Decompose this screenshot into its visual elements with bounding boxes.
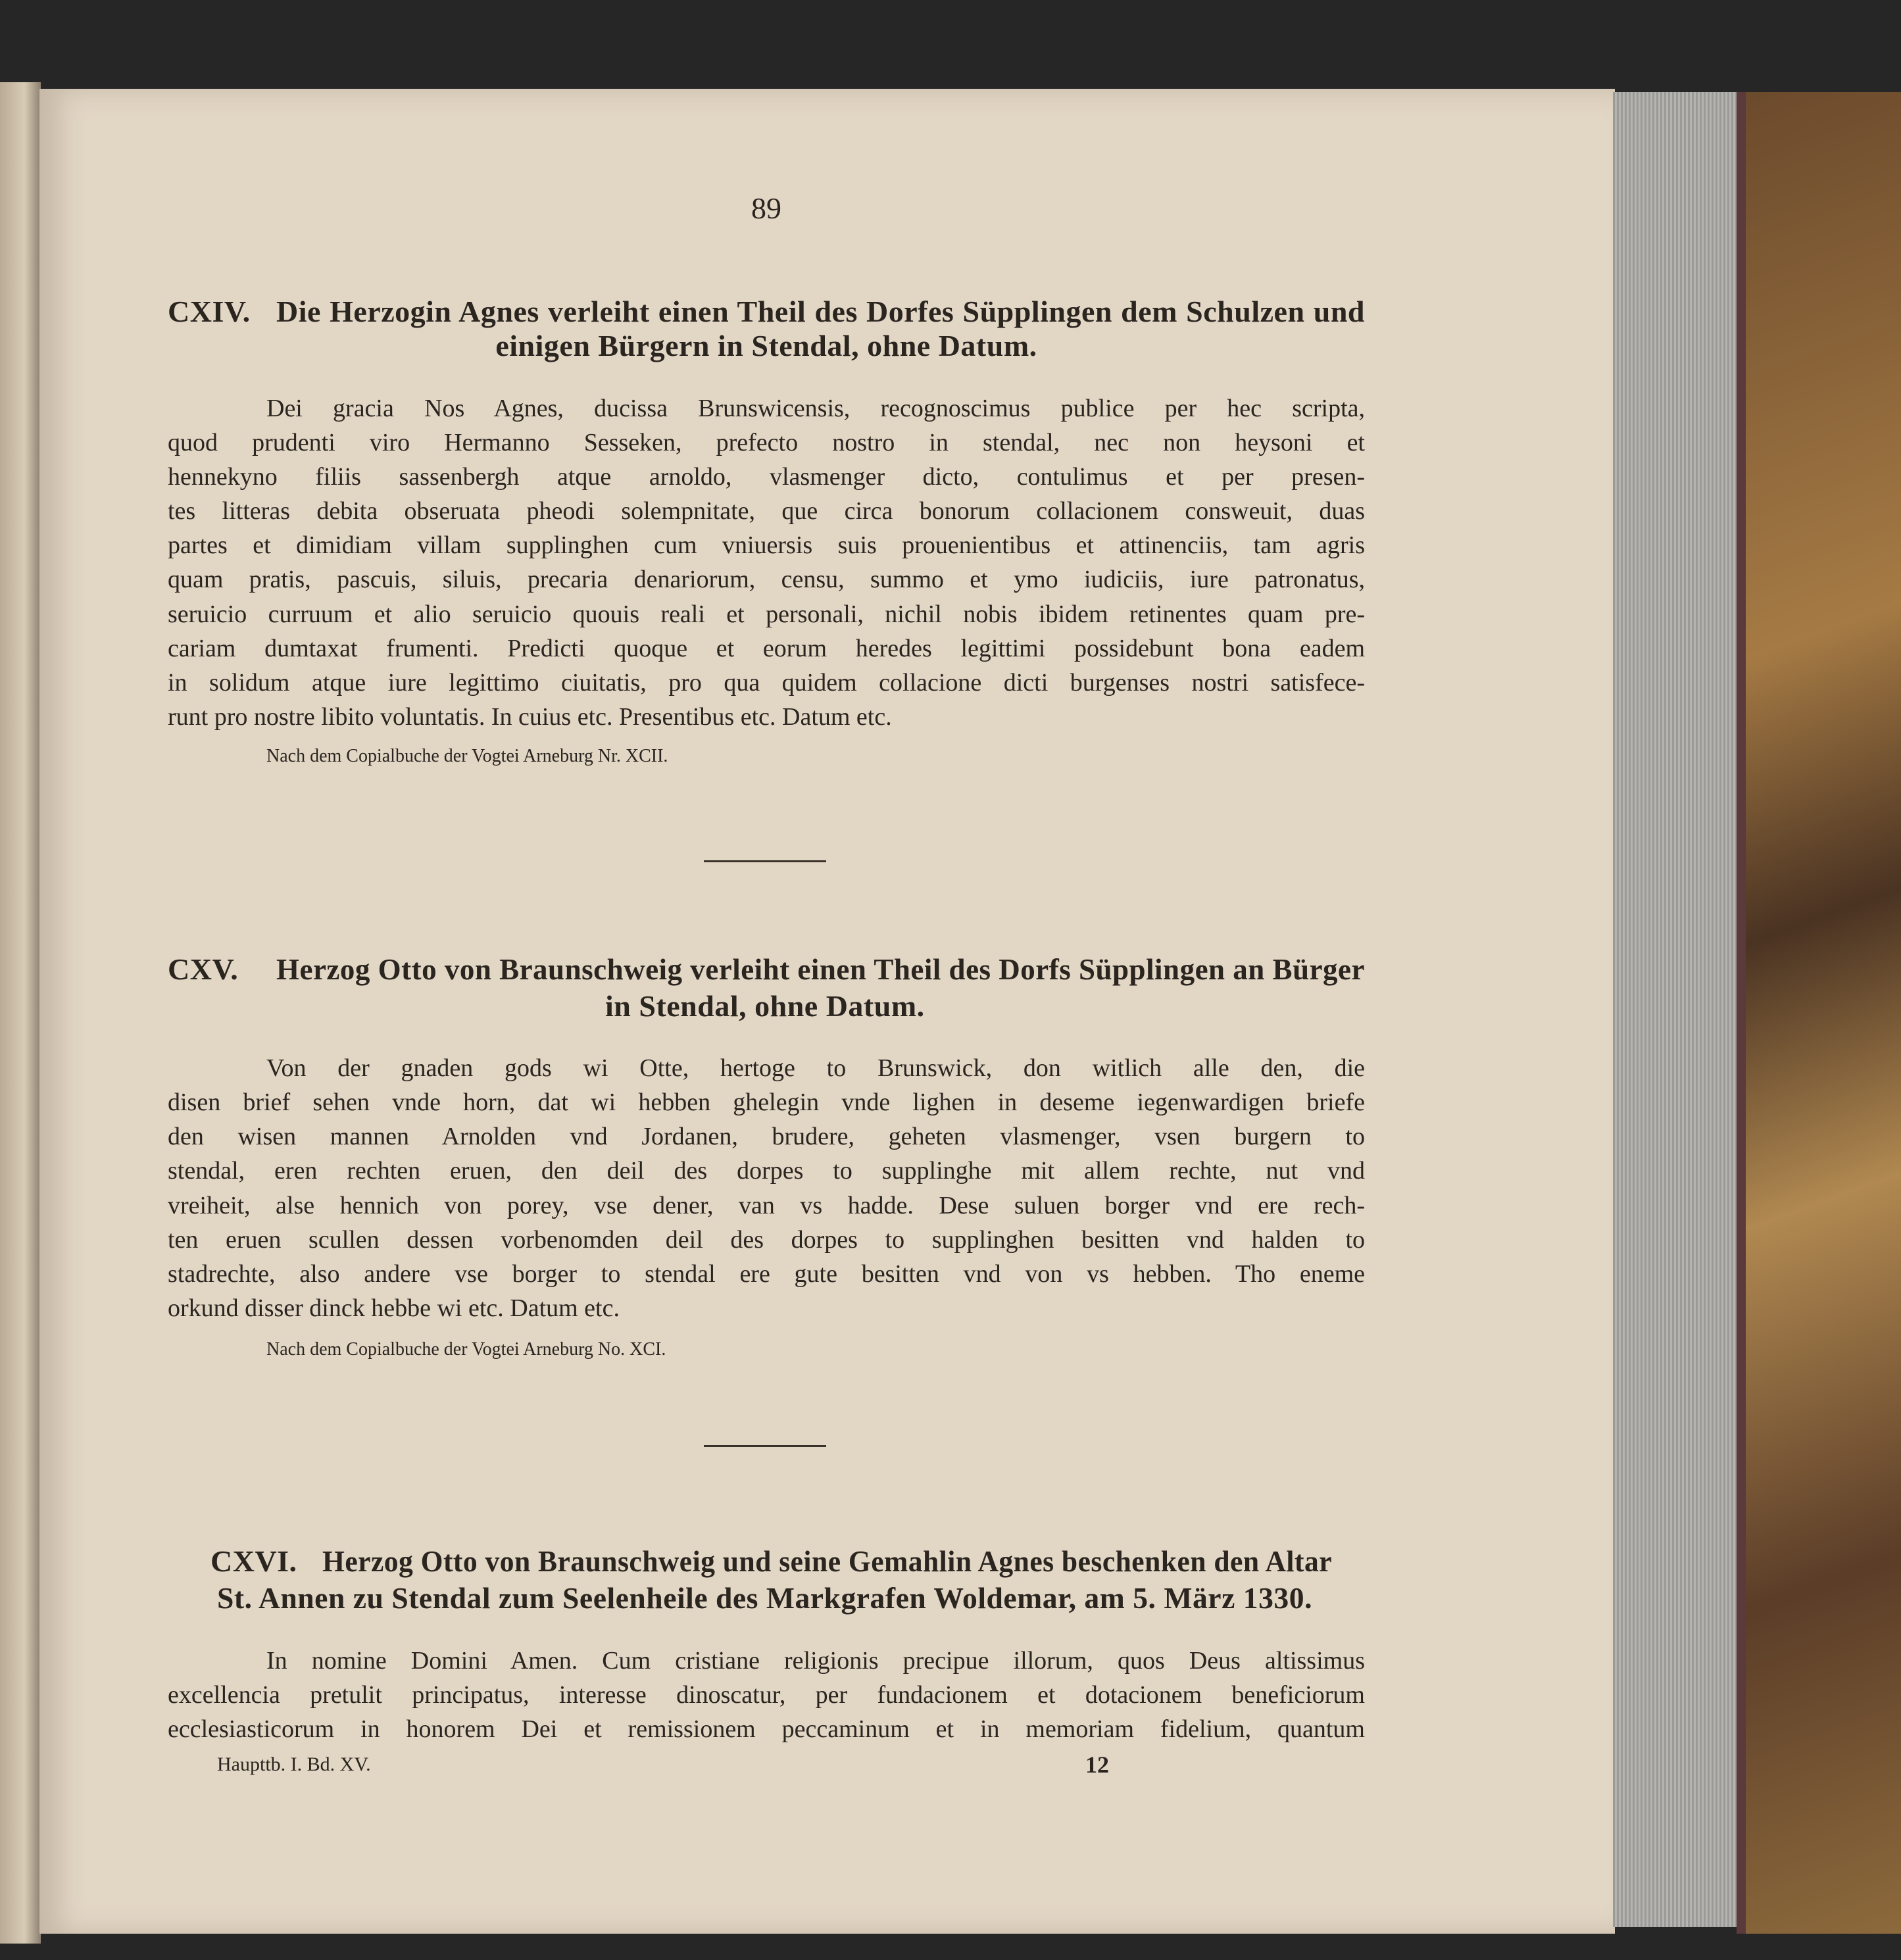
text-line: tes litteras debita obseruata pheodi solempnitate, que circa bonorum collacionem consweuit, duas <box>168 497 1365 525</box>
text-line: orkund disser dinck hebbe wi etc. Datum etc. <box>168 1294 620 1322</box>
text-line: ten eruen scullen dessen vorbenomden deil des dorpes to supplinghen besitten vnd halden to <box>168 1226 1365 1254</box>
text-line: seruicio curruum et alio seruicio quouis reali et personali, nichil nobis ibidem retinentes quam pre- <box>168 600 1365 628</box>
section-title: St. Annen zu Stendal zum Seelenheile des Markgrafen Woldemar, am 5. März 1330. <box>217 1581 1312 1615</box>
text-line: excellencia pretulit principatus, interesse dinoscatur, per fundacionem et dotacionem beneficiorum <box>168 1681 1365 1709</box>
text-line: runt pro nostre libito voluntatis. In cuius etc. Presentibus etc. Datum etc. <box>168 703 892 731</box>
text-line: stadrechte, also andere vse borger to stendal ere gute besitten vnd von vs hebben. Tho eneme <box>168 1260 1365 1288</box>
text-line: Dei gracia Nos Agnes, ducissa Brunswicensis, recognoscimus publice per hec scripta, <box>266 395 1365 422</box>
text-line: ecclesiasticorum in honorem Dei et remissionem peccaminum et in memoriam fidelium, quantum <box>168 1715 1365 1743</box>
marbled-cover <box>1737 92 1901 1934</box>
section-divider <box>704 860 826 862</box>
text-line: in solidum atque iure legittimo ciuitatis, pro qua quidem collacione dicti burgenses nostri satisfece- <box>168 669 1365 697</box>
source-note: Nach dem Copialbuche der Vogtei Arneburg Nr. XCII. <box>266 746 668 766</box>
section-title: einigen Bürgern in Stendal, ohne Datum. <box>495 329 1037 362</box>
text-line: disen brief sehen vnde horn, dat wi hebben ghelegin vnde lighen in deseme iegenwardigen briefe <box>168 1089 1365 1116</box>
text-line: den wisen mannen Arnolden vnd Jordanen, brudere, geheten vlasmenger, vsen burgern to <box>168 1123 1365 1150</box>
section-title: Herzog Otto von Braunschweig verleiht einen Theil des Dorfs Süpplingen an Bürger <box>276 952 1365 986</box>
text-line: cariam dumtaxat frumenti. Predicti quoque et eorum heredes legittimi possidebunt bona eadem <box>168 635 1365 662</box>
text-line: In nomine Domini Amen. Cum cristiane religionis precipue illorum, quos Deus altissimus <box>266 1647 1365 1675</box>
page-edges <box>1613 92 1738 1927</box>
section-number: CXVI. <box>210 1544 297 1578</box>
text-line: quam pratis, pascuis, siluis, precaria denariorum, censu, summo et ymo iudiciis, iure patronatus, <box>168 566 1365 593</box>
section-title: Herzog Otto von Braunschweig und seine Gemahlin Agnes beschenken den Altar <box>322 1544 1332 1578</box>
signature-mark: Haupttb. I. Bd. XV. <box>217 1753 371 1775</box>
section-title: in Stendal, ohne Datum. <box>605 989 925 1023</box>
section-number: CXIV. <box>168 295 251 328</box>
text-line: stendal, eren rechten eruen, den deil des dorpes to supplinghe mit allem rechte, nut vnd <box>168 1157 1365 1185</box>
section-divider <box>704 1445 826 1447</box>
page-number: 89 <box>751 191 781 225</box>
text-line: hennekyno filiis sassenbergh atque arnoldo, vlasmenger dicto, contulimus et per presen- <box>168 463 1365 491</box>
text-line: vreiheit, alse hennich von porey, vse dener, van vs hadde. Dese suluen borger vnd ere rech- <box>168 1192 1365 1219</box>
text-line: quod prudenti viro Hermanno Sesseken, prefecto nostro in stendal, nec non heysoni et <box>168 429 1365 456</box>
section-title: Die Herzogin Agnes verleiht einen Theil des Dorfes Süpplingen dem Schulzen und <box>276 295 1365 328</box>
section-number: CXV. <box>168 952 239 986</box>
text-line: partes et dimidiam villam supplinghen cum vniuersis suis prouenientibus et attinenciis, tam agris <box>168 531 1365 559</box>
cover-spine-edge <box>1737 92 1746 1934</box>
source-note: Nach dem Copialbuche der Vogtei Arneburg No. XCI. <box>266 1339 666 1360</box>
sheet-number: 12 <box>1085 1752 1109 1778</box>
text-line: Von der gnaden gods wi Otte, hertoge to Brunswick, don witlich alle den, die <box>266 1054 1365 1082</box>
